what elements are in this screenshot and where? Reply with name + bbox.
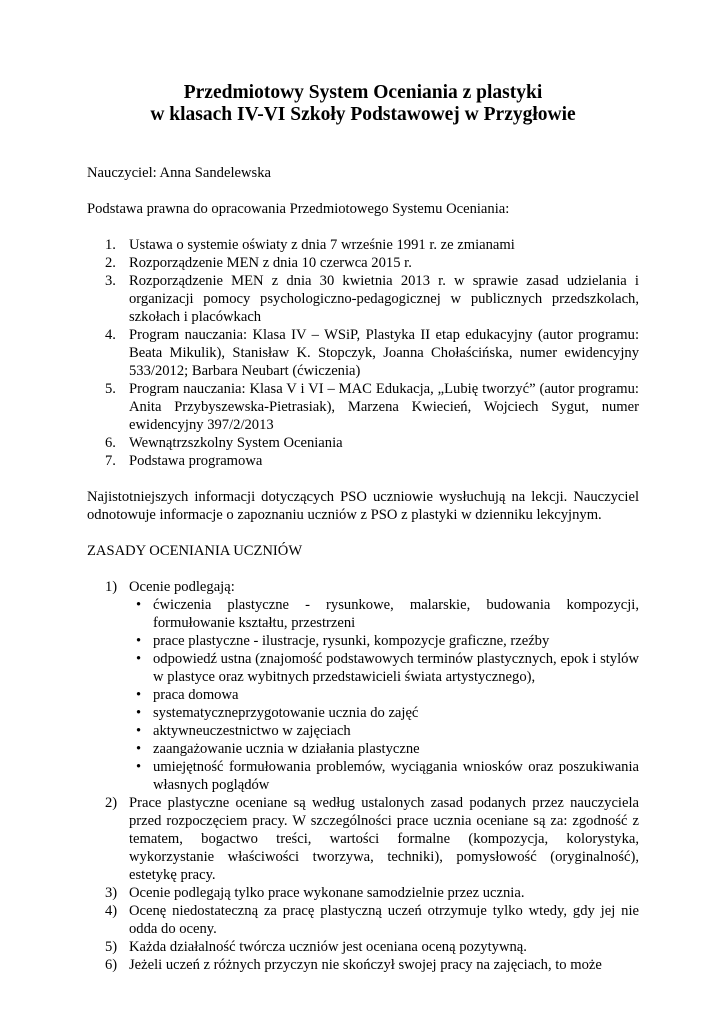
list-item: 1) Ocenie podlegają: • ćwiczenia plastyczne - rysunkowe, malarskie, budowania kompozycji, formułowanie kształtu, przestrzeni • prace plastyczne - ilustracje, rysunki, kompozycje graficzne, rzeźby • odpowiedź ustna (znajomość podstawowych terminów plastycznych, epok i stylów w plastyce oraz wybitnych przedstawicieli świata artystycznego), • praca domowa • systematyczneprzygotowanie ucznia do zajęć • aktywneuczestnictwo w zajęciach • zaangażowanie ucznia w działania plastyczne • umiejętność formułowania problemów, wyciągania wniosków oraz poszukiwania własnych poglądów [105,579,639,793]
bullet-icon: • [136,633,142,649]
bullet-icon: • [136,723,142,739]
list-item: 2. Rozporządzenie MEN z dnia 10 czerwca 2015 r. [105,255,412,271]
list-item: 4) Ocenę niedostateczną za pracę plastyczną uczeń otrzymuje tylko wtedy, gdy jej nie odda do oceny. [105,903,639,937]
bullet-item: • praca domowa [136,687,239,703]
bullet-item: • zaangażowanie ucznia w działania plastyczne [136,741,420,757]
bullet-item: • umiejętność formułowania problemów, wyciągania wniosków oraz poszukiwania własnych poglądów [136,759,639,793]
bullet-icon: • [136,687,142,703]
rules-heading: ZASADY OCENIANIA UCZNIÓW [87,543,303,559]
bullet-icon: • [136,651,142,667]
bullet-item: • ćwiczenia plastyczne - rysunkowe, malarskie, budowania kompozycji, formułowanie kształtu, przestrzeni [136,597,639,631]
bullet-icon: • [136,597,142,613]
legal-basis-heading: Podstawa prawna do opracowania Przedmiotowego Systemu Oceniania: [87,201,510,217]
title-line-2: w klasach IV-VI Szkoły Podstawowej w Przygłowie [150,104,576,125]
list-item: 3. Rozporządzenie MEN z dnia 30 kwietnia 2013 r. w sprawie zasad udzielania i organizacji pomocy psychologiczno-pedagogicznej w publicznych przedszkolach, szkołach i placówkach [105,273,639,325]
bullet-item: • odpowiedź ustna (znajomość podstawowych terminów plastycznych, epok i stylów w plastyce oraz wybitnych przedstawicieli świata artystycznego), [136,651,639,685]
title-line-1: Przedmiotowy System Oceniania z plastyki [183,82,543,103]
list-item: 5. Program nauczania: Klasa V i VI – MAC Edukacja, „Lubię tworzyć” (autor programu: Anita Przybyszewska-Pietrasiak), Marzena Kwiecień, Wojciech Sygut, numer ewidencyjny 397/2/2013 [105,381,639,433]
teacher-name: Nauczyciel: Anna Sandelewska [87,165,271,181]
rules-list [87,578,639,974]
list-item: 7. Podstawa programowa [105,453,263,469]
list-item: 6) Jeżeli uczeń z różnych przyczyn nie skończył swojej pracy na zajęciach, to może [105,957,602,973]
list-item: 6. Wewnątrzszkolny System Oceniania [105,435,343,451]
legal-basis-list [87,236,639,470]
list-item: 2) Prace plastyczne oceniane są według ustalonych zasad podanych przez nauczyciela przed rozpoczęciem pracy. W szczególności prace ucznia oceniane są za: zgodność z tematem, bogactwo treści, wartości formalne (kompozycja, kolorystyka, wykorzystanie właściwości tworzywa, techniki), pomysłowość (oryginalność), estetykę pracy. [105,795,639,883]
bullet-item: • aktywneuczestnictwo w zajęciach [136,723,351,739]
list-item: 4. Program nauczania: Klasa IV – WSiP, Plastyka II etap edukacyjny (autor programu: Beata Mikulik), Stanisław K. Stopczyk, Joanna Chołaścińska, numer ewidencyjny 533/2012; Barbara Neubart (ćwiczenia) [105,327,639,379]
assessed-items-list [129,596,639,794]
bullet-item: • prace plastyczne - ilustracje, rysunki, kompozycje graficzne, rzeźby [136,633,550,649]
bullet-icon: • [136,705,142,721]
list-item: 1. Ustawa o systemie oświaty z dnia 7 wrześnie 1991 r. ze zmianami [105,237,515,253]
document-page [87,82,639,974]
list-item: 5) Każda działalność twórcza uczniów jest oceniana oceną pozytywną. [105,939,527,955]
list-item: 3) Ocenie podlegają tylko prace wykonane samodzielnie przez ucznia. [105,885,525,901]
info-paragraph: Najistotniejszych informacji dotyczących PSO uczniowie wysłuchują na lekcji. Nauczyciel odnotowuje informacje o zapoznaniu uczniów z PSO z plastyki w dzienniku lekcyjnym. [87,489,639,523]
bullet-icon: • [136,741,142,757]
bullet-icon: • [136,759,142,775]
bullet-item: • systematyczneprzygotowanie ucznia do zajęć [136,705,419,721]
document-title [87,82,639,126]
